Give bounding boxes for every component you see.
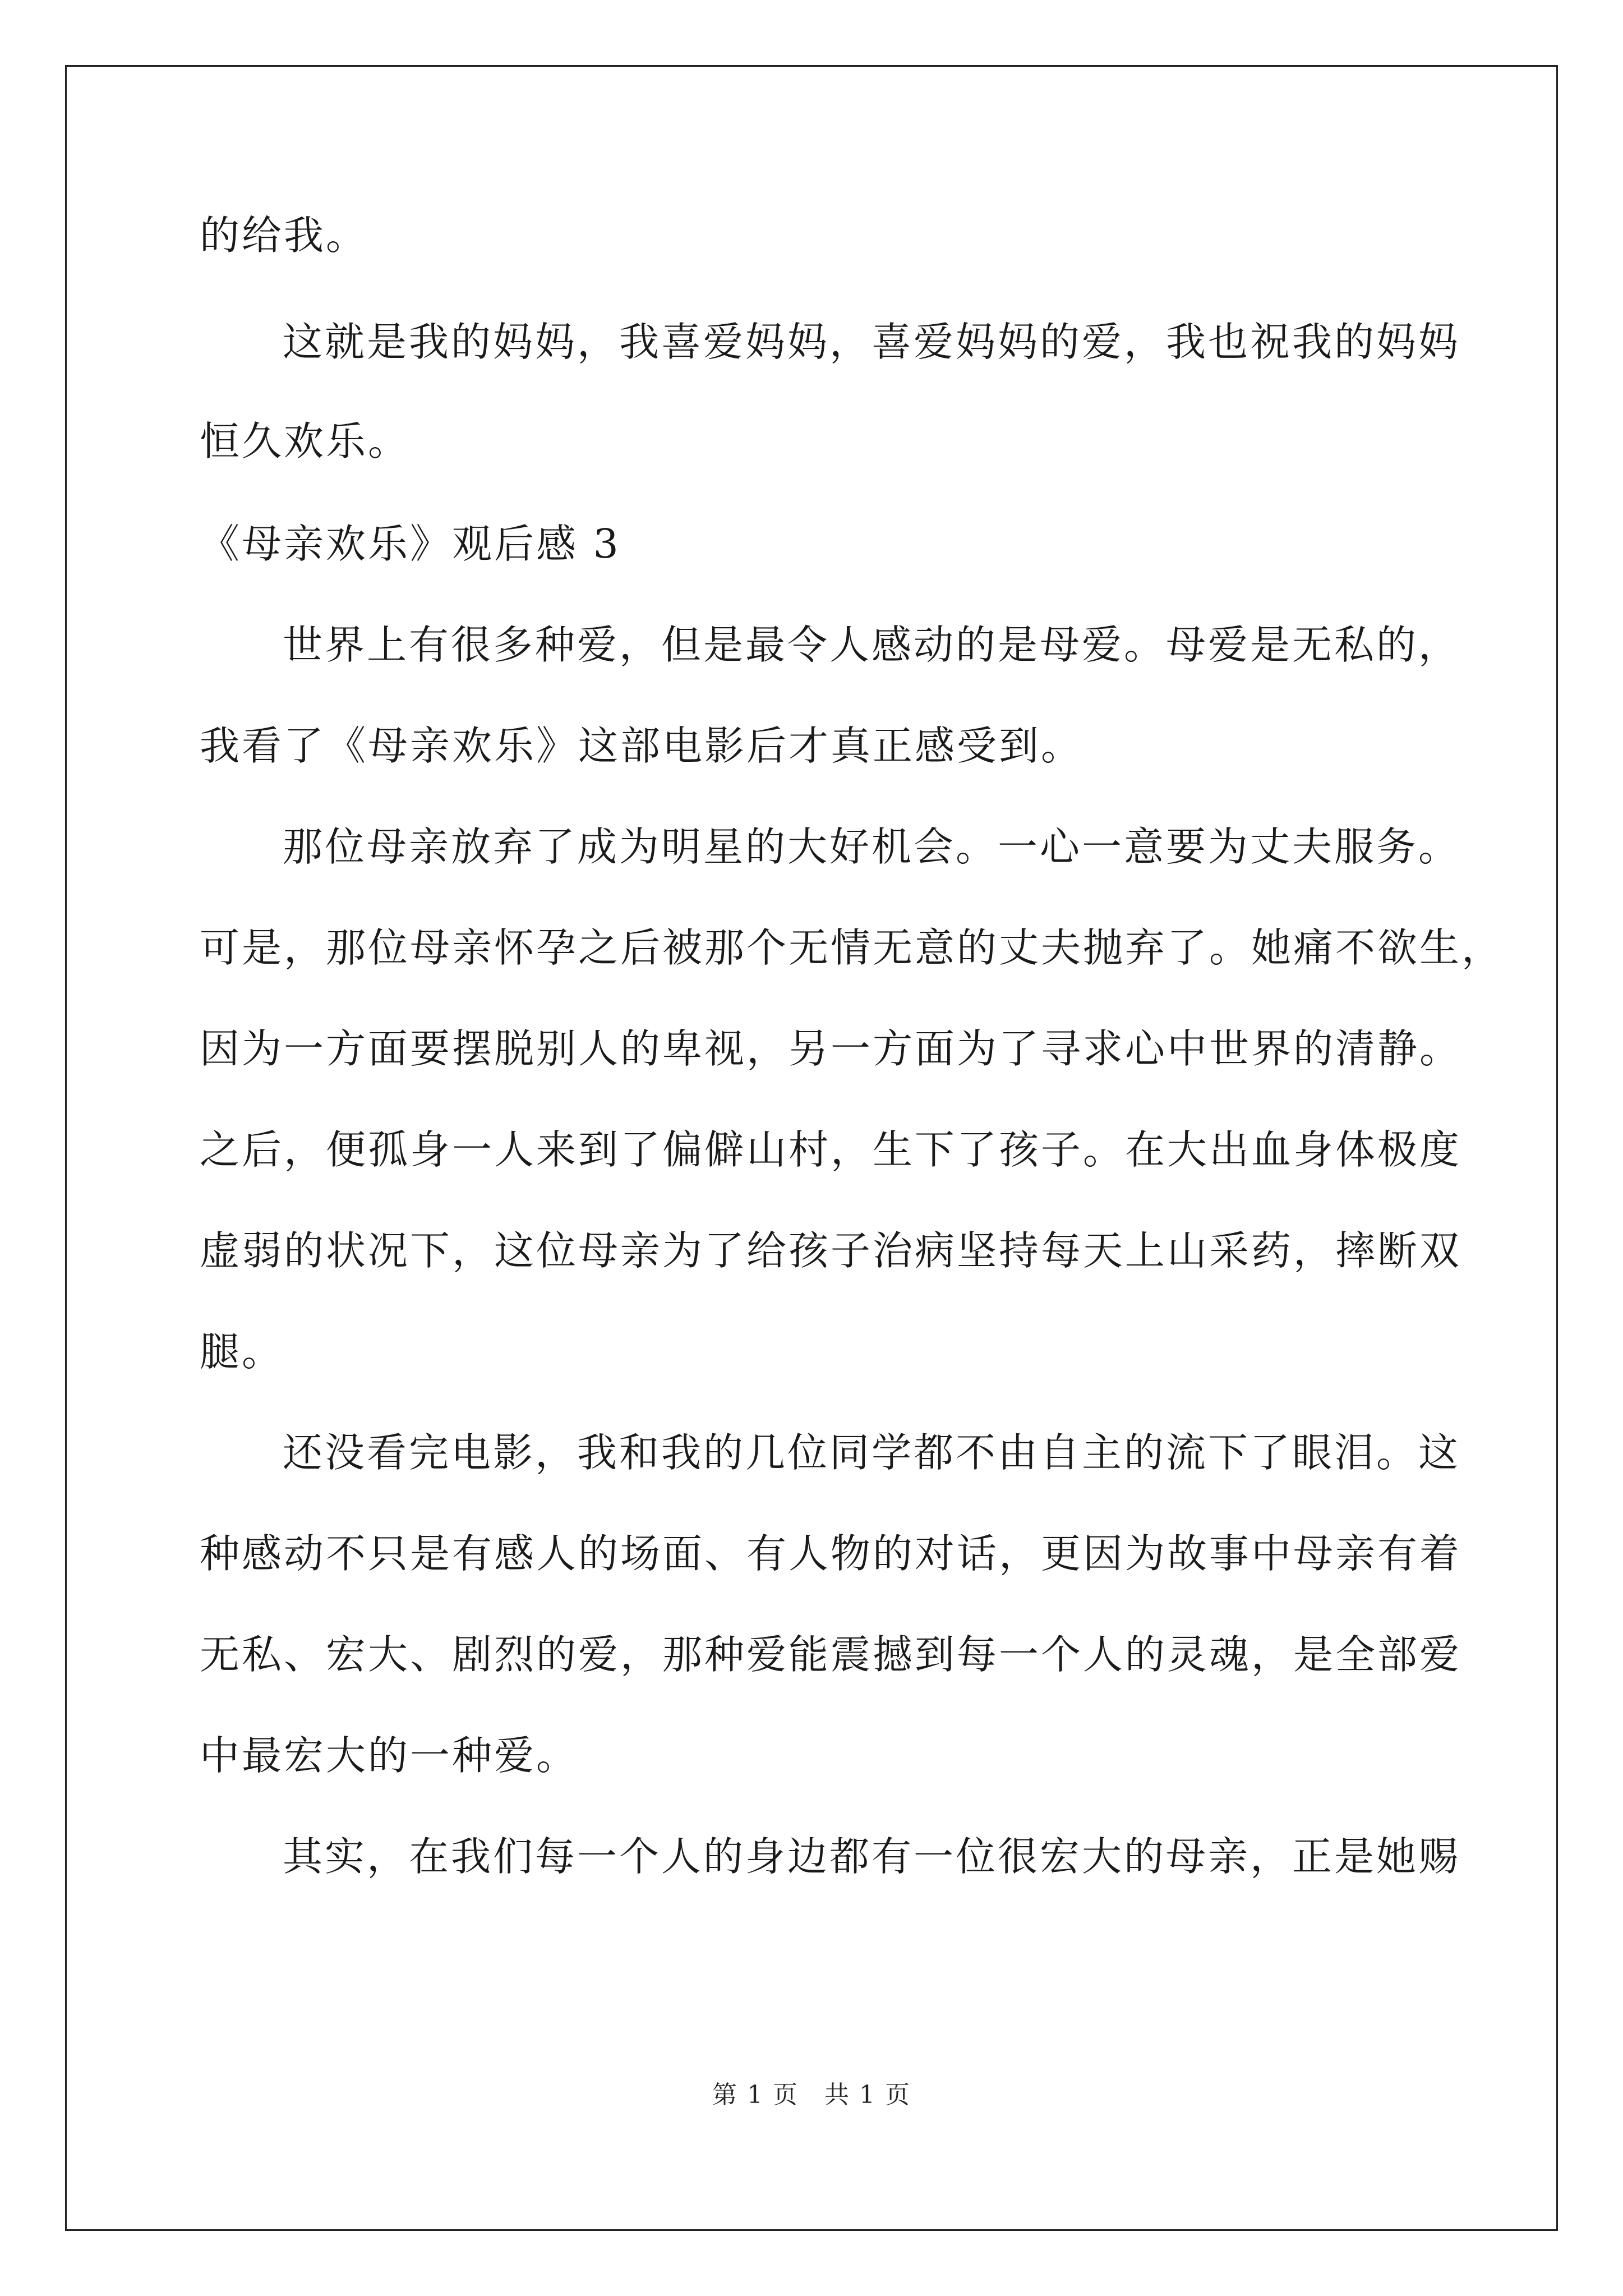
text-line: 虚弱的状况下，这位母亲为了给孩子治病坚持每天上山采药，摔断双 [200,1227,1462,1274]
text-line: 中最宏大的一种爱。 [200,1732,579,1779]
text-line: 我看了《母亲欢乐》这部电影后才真正感受到。 [200,723,1083,769]
section-heading: 《母亲欢乐》观后感 3 [200,521,621,567]
text-line: 因为一方面要摆脱别人的卑视，另一方面为了寻求心中世界的清静。 [200,1025,1462,1072]
paragraph-line: 其实，在我们每一个人的身边都有一位很宏大的母亲，正是她赐 [283,1833,1461,1880]
paragraph-line: 世界上有很多种爱，但是最令人感动的是母爱。母爱是无私的， [283,622,1461,668]
text-line: 之后，便孤身一人来到了偏僻山村，生下了孩子。在大出血身体极度 [200,1126,1462,1173]
paragraph-line: 还没看完电影，我和我的几位同学都不由自主的流下了眼泪。这 [283,1429,1461,1476]
text-line: 无私、宏大、剧烈的爱，那种爱能震撼到每一个人的灵魂，是全部爱 [200,1631,1462,1678]
text-line: 恒久欢乐。 [200,418,411,464]
paragraph-line: 这就是我的妈妈，我喜爱妈妈，喜爱妈妈的爱，我也祝我的妈妈 [283,319,1461,365]
page-footer: 第 1 页 共 1 页 [712,2081,911,2109]
paragraph-line: 那位母亲放弃了成为明星的大好机会。一心一意要为丈夫服务。 [283,823,1461,870]
text-line: 可是，那位母亲怀孕之后被那个无情无意的丈夫抛弃了。她痛不欲生， [200,924,1504,971]
text-line: 的给我。 [200,212,368,259]
text-line: 腿。 [200,1328,284,1375]
text-line: 种感动不只是有感人的场面、有人物的对话，更因为故事中母亲有着 [200,1530,1462,1577]
